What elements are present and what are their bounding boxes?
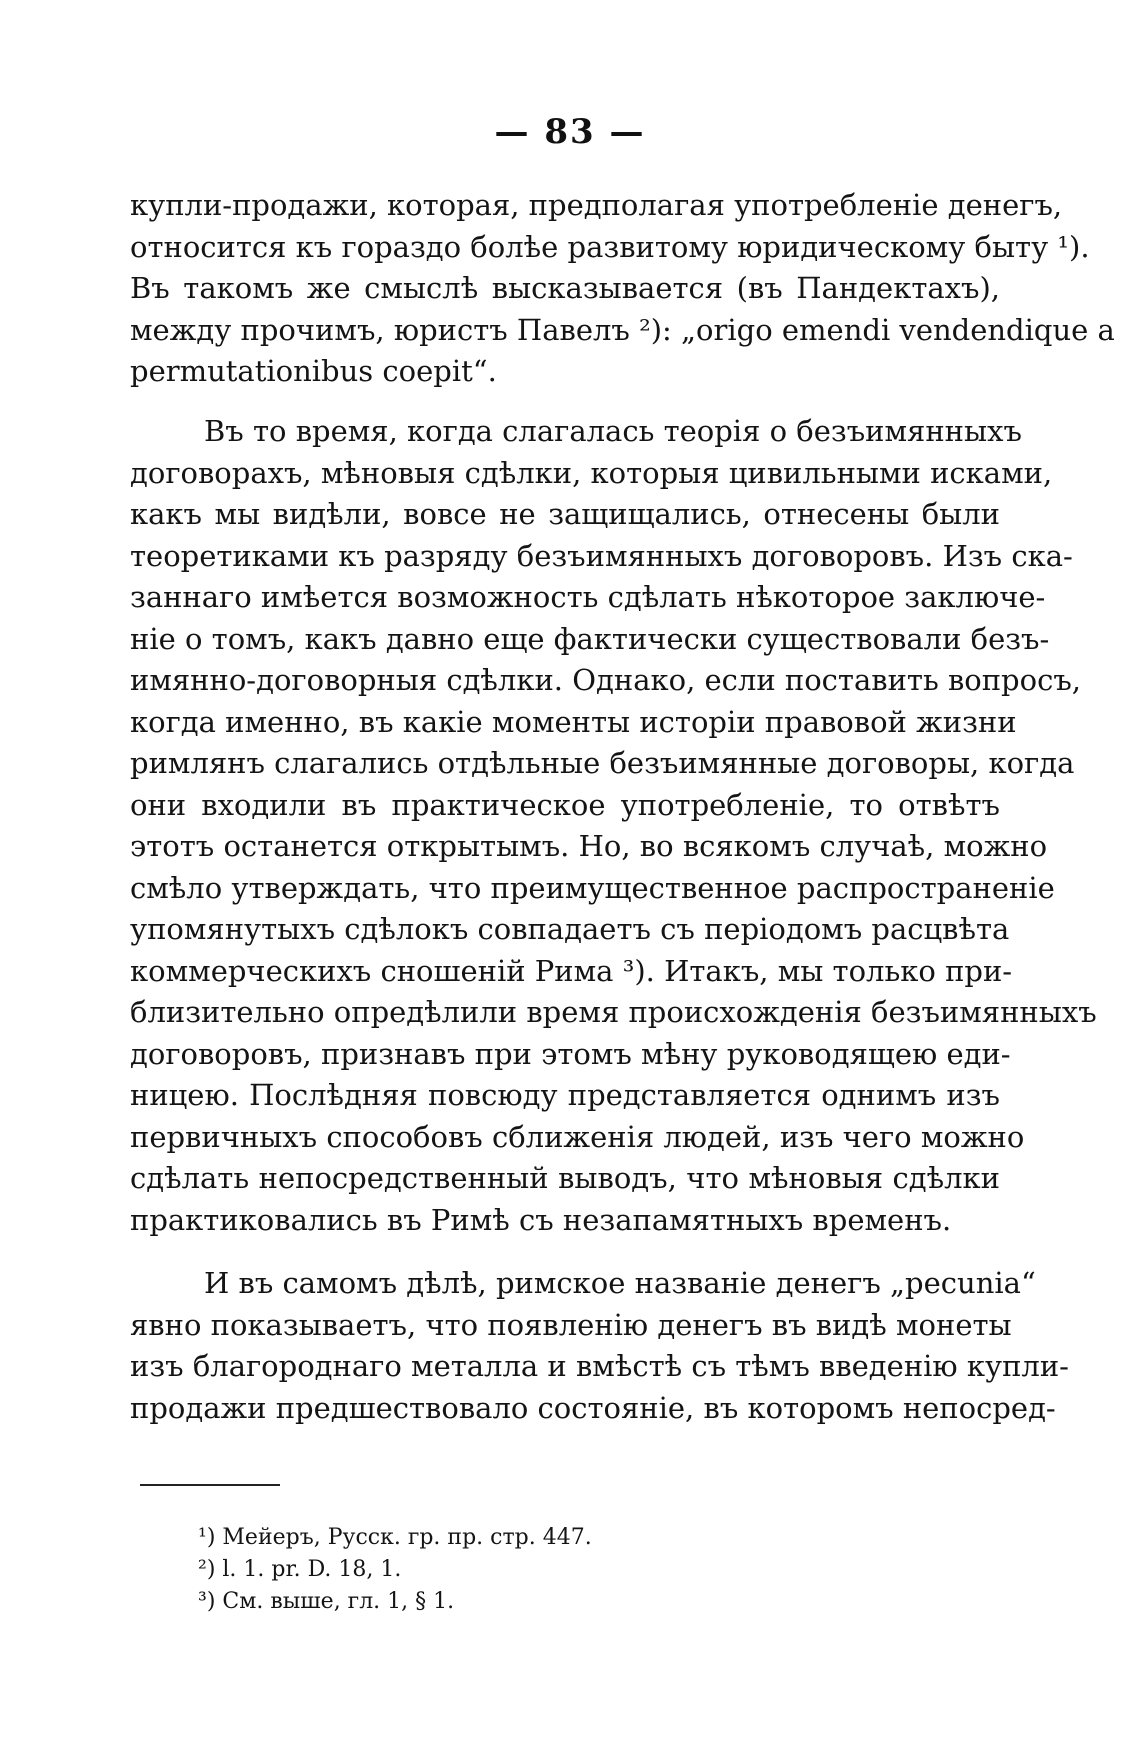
paragraph-1 [130, 185, 1115, 393]
text-line: ницею. Послѣдняя повсюду представляется однимъ изъ [130, 1078, 1000, 1112]
footnote-2: ²) l. 1. pr. D. 18, 1. [198, 1557, 402, 1582]
text-line: между прочимъ, юристъ Павелъ ²): „origo emendi vendendique a [130, 312, 1115, 347]
text-line: римлянъ слагались отдѣльные безъимянные договоры, когда [130, 746, 1075, 780]
footnote-3: ³) См. выше, гл. 1, § 1. [198, 1589, 455, 1614]
text-line: смѣло утверждать, что преимущественное распространеніе [130, 870, 1055, 905]
text-line: permutationibus coepit“. [130, 354, 497, 388]
text-line: первичныхъ способовъ сближенія людей, изъ чего можно [130, 1119, 1025, 1154]
text-line: договорахъ, мѣновыя сдѣлки, которыя цивильными исками, [130, 455, 1053, 490]
text-line: купли-продажи, которая, предполагая употребленіе денегъ, [130, 188, 1063, 222]
text-line: близительно опредѣлили время происхожденія безъимянныхъ [130, 995, 1097, 1029]
text-line: продажи предшествовало состояніе, въ которомъ непосред- [130, 1390, 1056, 1425]
text-line: сдѣлать непосредственный выводъ, что мѣновыя сдѣлки [130, 1161, 1000, 1195]
text-line: упомянутыхъ сдѣлокъ совпадаетъ съ періодомъ расцвѣта [130, 912, 1010, 946]
text-line: практиковались въ Римѣ съ незапамятныхъ временъ. [130, 1202, 952, 1237]
text-line: имянно-договорныя сдѣлки. Однако, если поставить вопросъ, [130, 663, 1081, 697]
paragraph-3 [130, 1263, 1069, 1429]
footnote-1: ¹) Мейеръ, Русск. гр. пр. стр. 447. [198, 1525, 592, 1550]
footnotes [198, 1522, 898, 1618]
text-line: договоровъ, признавъ при этомъ мѣну руководящею еди- [130, 1036, 1011, 1071]
text-line: какъ мы видѣли, вовсе не защищались, отнесены были [130, 497, 1000, 531]
text-line: коммерческихъ сношеній Рима ³). Итакъ, мы только при- [130, 953, 1013, 988]
paragraph-2 [130, 411, 1097, 1241]
text-line: ніе о томъ, какъ давно еще фактически существовали безъ- [130, 621, 1050, 656]
text-line: они входили въ практическое употребленіе, то отвѣтъ [130, 787, 1000, 822]
text-line: изъ благороднаго металла и вмѣстѣ съ тѣмъ введенію купли- [130, 1349, 1069, 1383]
text-line: Въ такомъ же смыслѣ высказывается (въ Пандектахъ), [130, 271, 1000, 305]
text-line: заннаго имѣется возможность сдѣлать нѣкоторое заключе- [130, 580, 1046, 614]
text-line: И въ самомъ дѣлѣ, римское названіе денегъ „pecunia“ [204, 1266, 1036, 1300]
text-line: теоретиками къ разряду безъимянныхъ договоровъ. Изъ ска- [130, 538, 1073, 573]
text-line: этотъ останется открытымъ. Но, во всякомъ случаѣ, можно [130, 829, 1048, 863]
text-line: когда именно, въ какіе моменты исторіи правовой жизни [130, 704, 1017, 739]
page-number: — 83 — [494, 112, 646, 152]
text-line: относится къ гораздо болѣе развитому юридическому быту ¹). [130, 229, 1090, 264]
text-line: явно показываетъ, что появленію денегъ въ видѣ монеты [130, 1307, 1012, 1342]
footnote-separator [140, 1484, 280, 1486]
text-line: Въ то время, когда слагалась теорія о безъимянныхъ [204, 414, 1022, 448]
